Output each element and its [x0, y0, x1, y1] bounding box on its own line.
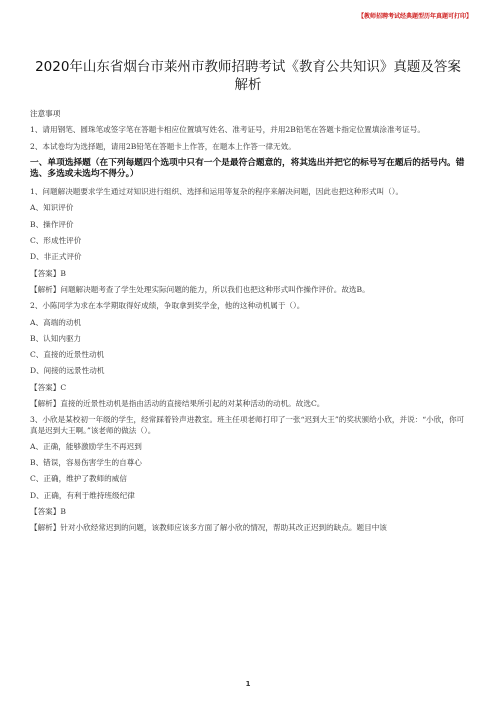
- question-option: C、直接的近景性动机: [30, 350, 105, 360]
- question-analysis: 【解析】直接的近景性动机是指由活动的直接结果所引起的对某种活动的动机。故选C。: [30, 399, 325, 409]
- question-option: D、间接的远景性动机: [30, 366, 105, 376]
- document-body: [30, 109, 468, 540]
- notice-heading: 注意事项: [30, 109, 61, 118]
- question-option: C、形成性评价: [30, 236, 82, 246]
- question-option: A、高端的动机: [30, 317, 82, 327]
- section-heading: 一、单项选择题（在下列每题四个选项中只有一个是最符合题意的，将其选出并把它的标号写在题后的括号内。错选、多选或未选均不得分。）: [30, 157, 465, 180]
- page-title: 2020年山东省烟台市莱州市教师招聘考试《教育公共知识》真题及答案解析: [35, 59, 461, 93]
- question-answer: 【答案】C: [30, 382, 67, 392]
- question-option: D、非正式评价: [30, 252, 82, 262]
- question-analysis: 【解析】问题解决题考查了学生处理实际问题的能力，所以我们也把这种形式叫作操作评价。故选B。: [30, 284, 370, 294]
- question-option: D、正确，有利于维持班级纪律: [30, 490, 135, 500]
- question-option: C、正确，维护了教师的威信: [30, 474, 127, 484]
- page-number: 1: [245, 680, 251, 688]
- question-answer: 【答案】B: [30, 507, 66, 517]
- question-option: B、错误，容易伤害学生的自尊心: [30, 458, 142, 468]
- question-stem: 2、小陈同学为求在本学期取得好成绩，争取拿到奖学金，他的这种动机属于（）。: [30, 301, 305, 311]
- question-stem: 3、小欣是某校初一年级的学生，经常踩着铃声进教室。班主任项老师打印了一张“迟到大王”的奖状颁给小欣，并说：“小欣，你可真是迟到大王啊。”该老师的做法（）。: [30, 415, 465, 435]
- question-answer: 【答案】B: [30, 268, 66, 278]
- question-option: B、认知内驱力: [30, 333, 82, 343]
- question-option: A、正确，能够激励学生不再迟到: [30, 441, 142, 451]
- question-stem: 1、问题解决题要求学生通过对知识进行组织、选择和运用等复杂的程序来解决问题，因此也把这种形式叫（）。: [30, 187, 404, 197]
- question-option: A、知识评价: [30, 203, 74, 213]
- notice-item: 2、本试卷均为选择题，请用2B铅笔在答题卡上作答，在题本上作答一律无效。: [30, 141, 296, 151]
- header-note: 【教师招聘考试经典题型历年真题可打印】: [357, 13, 472, 20]
- question-analysis: 【解析】针对小欣经常迟到的问题，该教师应该多方面了解小欣的情况，帮助其改正迟到的缺点。题目中该: [30, 523, 387, 533]
- question-option: B、操作评价: [30, 219, 74, 229]
- notice-item: 1、请用钢笔、圆珠笔或签字笔在答题卡相应位置填写姓名、准考证号，并用2B铅笔在答题卡指定位置填涂准考证号。: [30, 125, 425, 135]
